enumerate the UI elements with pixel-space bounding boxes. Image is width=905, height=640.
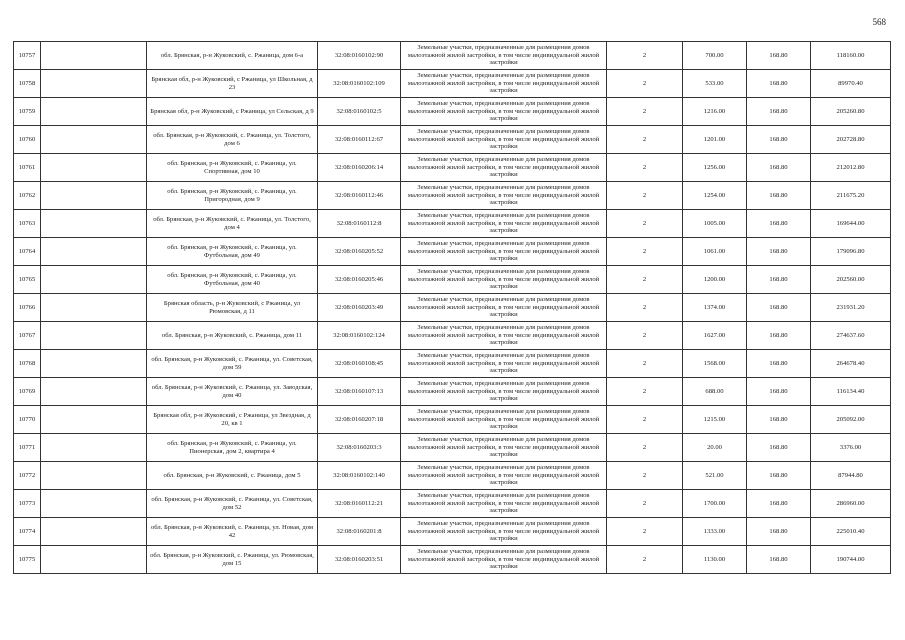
category-cell: 2 (607, 322, 683, 350)
cadastral-number: 32:08:0160102:109 (318, 70, 401, 98)
table-row (14, 406, 891, 434)
land-use-cell: Земельные участки, предназначенные для размещения домов малоэтажной жилой застройки, в том числе индивидуальной жилой застройки (401, 406, 607, 434)
address-cell: Брянская обл, р-н Жуковский, с Ржаница, ул Звездная, д 20, кв 1 (147, 406, 318, 434)
cadastral-number: 32:08:0160112:67 (318, 126, 401, 154)
blank-cell (41, 490, 147, 518)
cadastral-number: 32:08:0160102:90 (318, 42, 401, 70)
cadastral-value: 169644.00 (811, 210, 891, 238)
blank-cell (41, 182, 147, 210)
rate-cell: 168.80 (747, 490, 811, 518)
record-number: 10766 (14, 294, 41, 322)
table-row (14, 126, 891, 154)
blank-cell (41, 42, 147, 70)
cadastral-value: 118160.00 (811, 42, 891, 70)
address-cell: обл. Брянская, р-н Жуковский, с. Ржаница, ул. Заводская, дом 40 (147, 378, 318, 406)
category-cell: 2 (607, 154, 683, 182)
record-number: 10758 (14, 70, 41, 98)
cadastral-value: 202728.80 (811, 126, 891, 154)
area-cell: 1200.00 (683, 266, 747, 294)
blank-cell (41, 462, 147, 490)
address-cell: обл. Брянская, р-н Жуковский, с. Ржаница, ул. Футбольная, дом 49 (147, 238, 318, 266)
address-cell: обл. Брянская, р-н Жуковский, с. Ржаница, дом 11 (147, 322, 318, 350)
cadastral-number: 32:08:0160112:46 (318, 182, 401, 210)
category-cell: 2 (607, 238, 683, 266)
land-use-cell: Земельные участки, предназначенные для размещения домов малоэтажной жилой застройки, в том числе индивидуальной жилой застройки (401, 378, 607, 406)
record-number: 10774 (14, 518, 41, 546)
category-cell: 2 (607, 182, 683, 210)
record-number: 10760 (14, 126, 41, 154)
cadastral-number: 32:08:0160102:5 (318, 98, 401, 126)
cadastral-number: 32:08:0160207:18 (318, 406, 401, 434)
category-cell: 2 (607, 70, 683, 98)
cadastral-number: 32:08:0160112:21 (318, 490, 401, 518)
record-number: 10771 (14, 434, 41, 462)
cadastral-value: 205260.80 (811, 98, 891, 126)
record-number: 10769 (14, 378, 41, 406)
land-use-cell: Земельные участки, предназначенные для размещения домов малоэтажной жилой застройки, в том числе индивидуальной жилой застройки (401, 126, 607, 154)
address-cell: Брянская область, р-н Жуковский, с Ржаница, ул Рюмовская, д 11 (147, 294, 318, 322)
area-cell: 1374.00 (683, 294, 747, 322)
address-cell: обл. Брянская, р-н Жуковский, с. Ржаница, ул. Пионерская, дом 2, квартира 4 (147, 434, 318, 462)
table-row (14, 546, 891, 574)
cadastral-number: 32:08:0160203:49 (318, 294, 401, 322)
blank-cell (41, 126, 147, 154)
record-number: 10765 (14, 266, 41, 294)
area-cell: 688.00 (683, 378, 747, 406)
land-use-cell: Земельные участки, предназначенные для размещения домов малоэтажной жилой застройки, в том числе индивидуальной жилой застройки (401, 266, 607, 294)
blank-cell (41, 322, 147, 350)
land-use-cell: Земельные участки, предназначенные для размещения домов малоэтажной жилой застройки, в том числе индивидуальной жилой застройки (401, 238, 607, 266)
category-cell: 2 (607, 546, 683, 574)
cadastral-number: 32:08:0160107:13 (318, 378, 401, 406)
land-use-cell: Земельные участки, предназначенные для размещения домов малоэтажной жилой застройки, в том числе индивидуальной жилой застройки (401, 546, 607, 574)
address-cell: обл. Брянская, р-н Жуковский, с. Ржаница, ул. Новая, дом 42 (147, 518, 318, 546)
category-cell: 2 (607, 294, 683, 322)
land-use-cell: Земельные участки, предназначенные для размещения домов малоэтажной жилой застройки, в том числе индивидуальной жилой застройки (401, 350, 607, 378)
rate-cell: 168.80 (747, 98, 811, 126)
record-number: 10764 (14, 238, 41, 266)
cadastral-value: 205092.00 (811, 406, 891, 434)
record-number: 10763 (14, 210, 41, 238)
table-row (14, 238, 891, 266)
area-cell: 1216.00 (683, 98, 747, 126)
record-number: 10767 (14, 322, 41, 350)
cadastral-value: 179096.80 (811, 238, 891, 266)
table-row (14, 266, 891, 294)
area-cell: 1215.00 (683, 406, 747, 434)
category-cell: 2 (607, 462, 683, 490)
table-row (14, 490, 891, 518)
rate-cell: 168.80 (747, 154, 811, 182)
cadastral-number: 32:08:0160112:8 (318, 210, 401, 238)
category-cell: 2 (607, 42, 683, 70)
table-row (14, 42, 891, 70)
table-row (14, 518, 891, 546)
land-use-cell: Земельные участки, предназначенные для размещения домов малоэтажной жилой застройки, в том числе индивидуальной жилой застройки (401, 322, 607, 350)
area-cell: 1333.00 (683, 518, 747, 546)
cadastral-value: 231931.20 (811, 294, 891, 322)
land-use-cell: Земельные участки, предназначенные для размещения домов малоэтажной жилой застройки, в том числе индивидуальной жилой застройки (401, 462, 607, 490)
category-cell: 2 (607, 378, 683, 406)
area-cell: 1254.00 (683, 182, 747, 210)
category-cell: 2 (607, 434, 683, 462)
area-cell: 533.00 (683, 70, 747, 98)
area-cell: 700.00 (683, 42, 747, 70)
cadastral-value: 89970.40 (811, 70, 891, 98)
table-row (14, 322, 891, 350)
cadastral-number: 32:08:0160102:140 (318, 462, 401, 490)
address-cell: обл. Брянская, р-н Жуковский, с. Ржаница, дом 5 (147, 462, 318, 490)
table-row (14, 70, 891, 98)
category-cell: 2 (607, 126, 683, 154)
address-cell: обл. Брянская, р-н Жуковский, с. Ржаница, ул. Толстого, дом 4 (147, 210, 318, 238)
category-cell: 2 (607, 406, 683, 434)
rate-cell: 168.80 (747, 266, 811, 294)
area-cell: 1130.00 (683, 546, 747, 574)
rate-cell: 168.80 (747, 434, 811, 462)
rate-cell: 168.80 (747, 462, 811, 490)
cadastral-number: 32:08:0160108:45 (318, 350, 401, 378)
rate-cell: 168.80 (747, 322, 811, 350)
area-cell: 1627.00 (683, 322, 747, 350)
blank-cell (41, 70, 147, 98)
rate-cell: 168.80 (747, 182, 811, 210)
cadastral-value: 274637.60 (811, 322, 891, 350)
address-cell: Брянская обл, р-н Жуковский, с Ржаница, ул Сельская, д 9 (147, 98, 318, 126)
area-cell: 1061.00 (683, 238, 747, 266)
area-cell: 1256.00 (683, 154, 747, 182)
record-number: 10775 (14, 546, 41, 574)
record-number: 10759 (14, 98, 41, 126)
land-registry-table (13, 41, 891, 574)
address-cell: обл. Брянская, р-н Жуковский, с. Ржаница, дом 6-а (147, 42, 318, 70)
table-row (14, 154, 891, 182)
table-row (14, 378, 891, 406)
blank-cell (41, 238, 147, 266)
rate-cell: 168.80 (747, 518, 811, 546)
table-row (14, 98, 891, 126)
cadastral-number: 32:08:0160206:14 (318, 154, 401, 182)
table-row (14, 434, 891, 462)
table-row (14, 210, 891, 238)
blank-cell (41, 266, 147, 294)
rate-cell: 168.80 (747, 70, 811, 98)
rate-cell: 168.80 (747, 210, 811, 238)
cadastral-value: 286960.00 (811, 490, 891, 518)
category-cell: 2 (607, 350, 683, 378)
blank-cell (41, 350, 147, 378)
blank-cell (41, 546, 147, 574)
cadastral-number: 32:08:0160201:8 (318, 518, 401, 546)
category-cell: 2 (607, 518, 683, 546)
rate-cell: 168.80 (747, 546, 811, 574)
area-cell: 1201.00 (683, 126, 747, 154)
address-cell: обл. Брянская, р-н Жуковский, с. Ржаница, ул. Толстого, дом 6 (147, 126, 318, 154)
rate-cell: 168.80 (747, 238, 811, 266)
blank-cell (41, 406, 147, 434)
rate-cell: 168.80 (747, 42, 811, 70)
record-number: 10757 (14, 42, 41, 70)
blank-cell (41, 378, 147, 406)
rate-cell: 168.80 (747, 350, 811, 378)
category-cell: 2 (607, 98, 683, 126)
land-use-cell: Земельные участки, предназначенные для размещения домов малоэтажной жилой застройки, в том числе индивидуальной жилой застройки (401, 182, 607, 210)
blank-cell (41, 434, 147, 462)
category-cell: 2 (607, 210, 683, 238)
record-number: 10761 (14, 154, 41, 182)
rate-cell: 168.80 (747, 378, 811, 406)
land-use-cell: Земельные участки, предназначенные для размещения домов малоэтажной жилой застройки, в том числе индивидуальной жилой застройки (401, 518, 607, 546)
area-cell: 20.00 (683, 434, 747, 462)
page-number: 568 (872, 17, 886, 27)
blank-cell (41, 98, 147, 126)
cadastral-value: 116134.40 (811, 378, 891, 406)
address-cell: обл. Брянская, р-н Жуковский, с. Ржаница, ул. Советская, дом 52 (147, 490, 318, 518)
address-cell: обл. Брянская, р-н Жуковский, с. Ржаница, ул. Советская, дом 59 (147, 350, 318, 378)
table-row (14, 350, 891, 378)
record-number: 10770 (14, 406, 41, 434)
address-cell: обл. Брянская, р-н Жуковский, с. Ржаница, ул. Пригородная, дом 9 (147, 182, 318, 210)
category-cell: 2 (607, 266, 683, 294)
record-number: 10773 (14, 490, 41, 518)
area-cell: 1005.00 (683, 210, 747, 238)
category-cell: 2 (607, 490, 683, 518)
blank-cell (41, 518, 147, 546)
cadastral-number: 32:08:0160203:3 (318, 434, 401, 462)
cadastral-value: 190744.00 (811, 546, 891, 574)
land-use-cell: Земельные участки, предназначенные для размещения домов малоэтажной жилой застройки, в том числе индивидуальной жилой застройки (401, 210, 607, 238)
table-row (14, 294, 891, 322)
land-use-cell: Земельные участки, предназначенные для размещения домов малоэтажной жилой застройки, в том числе индивидуальной жилой застройки (401, 490, 607, 518)
record-number: 10762 (14, 182, 41, 210)
rate-cell: 168.80 (747, 294, 811, 322)
cadastral-value: 202560.00 (811, 266, 891, 294)
cadastral-number: 32:08:0160102:124 (318, 322, 401, 350)
rate-cell: 168.80 (747, 126, 811, 154)
address-cell: обл. Брянская, р-н Жуковский, с. Ржаница, ул. Рюмовская, дом 15 (147, 546, 318, 574)
cadastral-value: 212012.80 (811, 154, 891, 182)
land-use-cell: Земельные участки, предназначенные для размещения домов малоэтажной жилой застройки, в том числе индивидуальной жилой застройки (401, 98, 607, 126)
area-cell: 1700.00 (683, 490, 747, 518)
cadastral-value: 225010.40 (811, 518, 891, 546)
cadastral-value: 87944.80 (811, 462, 891, 490)
address-cell: Брянская обл, р-н Жуковский, с Ржаница, ул Школьная, д 23 (147, 70, 318, 98)
table-row (14, 462, 891, 490)
record-number: 10772 (14, 462, 41, 490)
address-cell: обл. Брянская, р-н Жуковский, с. Ржаница, ул. Футбольная, дом 40 (147, 266, 318, 294)
cadastral-number: 32:08:0160205:52 (318, 238, 401, 266)
rate-cell: 168.80 (747, 406, 811, 434)
blank-cell (41, 154, 147, 182)
cadastral-number: 32:08:0160205:46 (318, 266, 401, 294)
land-use-cell: Земельные участки, предназначенные для размещения домов малоэтажной жилой застройки, в том числе индивидуальной жилой застройки (401, 154, 607, 182)
area-cell: 1568.00 (683, 350, 747, 378)
land-use-cell: Земельные участки, предназначенные для размещения домов малоэтажной жилой застройки, в том числе индивидуальной жилой застройки (401, 42, 607, 70)
address-cell: обл. Брянская, р-н Жуковский, с. Ржаница, ул. Спортивная, дом 10 (147, 154, 318, 182)
record-number: 10768 (14, 350, 41, 378)
land-use-cell: Земельные участки, предназначенные для размещения домов малоэтажной жилой застройки, в том числе индивидуальной жилой застройки (401, 70, 607, 98)
cadastral-value: 211675.20 (811, 182, 891, 210)
area-cell: 521.00 (683, 462, 747, 490)
blank-cell (41, 210, 147, 238)
cadastral-value: 3376.00 (811, 434, 891, 462)
table-row (14, 182, 891, 210)
cadastral-value: 264678.40 (811, 350, 891, 378)
land-use-cell: Земельные участки, предназначенные для размещения домов малоэтажной жилой застройки, в том числе индивидуальной жилой застройки (401, 434, 607, 462)
land-use-cell: Земельные участки, предназначенные для размещения домов малоэтажной жилой застройки, в том числе индивидуальной жилой застройки (401, 294, 607, 322)
cadastral-number: 32:08:0160203:51 (318, 546, 401, 574)
blank-cell (41, 294, 147, 322)
